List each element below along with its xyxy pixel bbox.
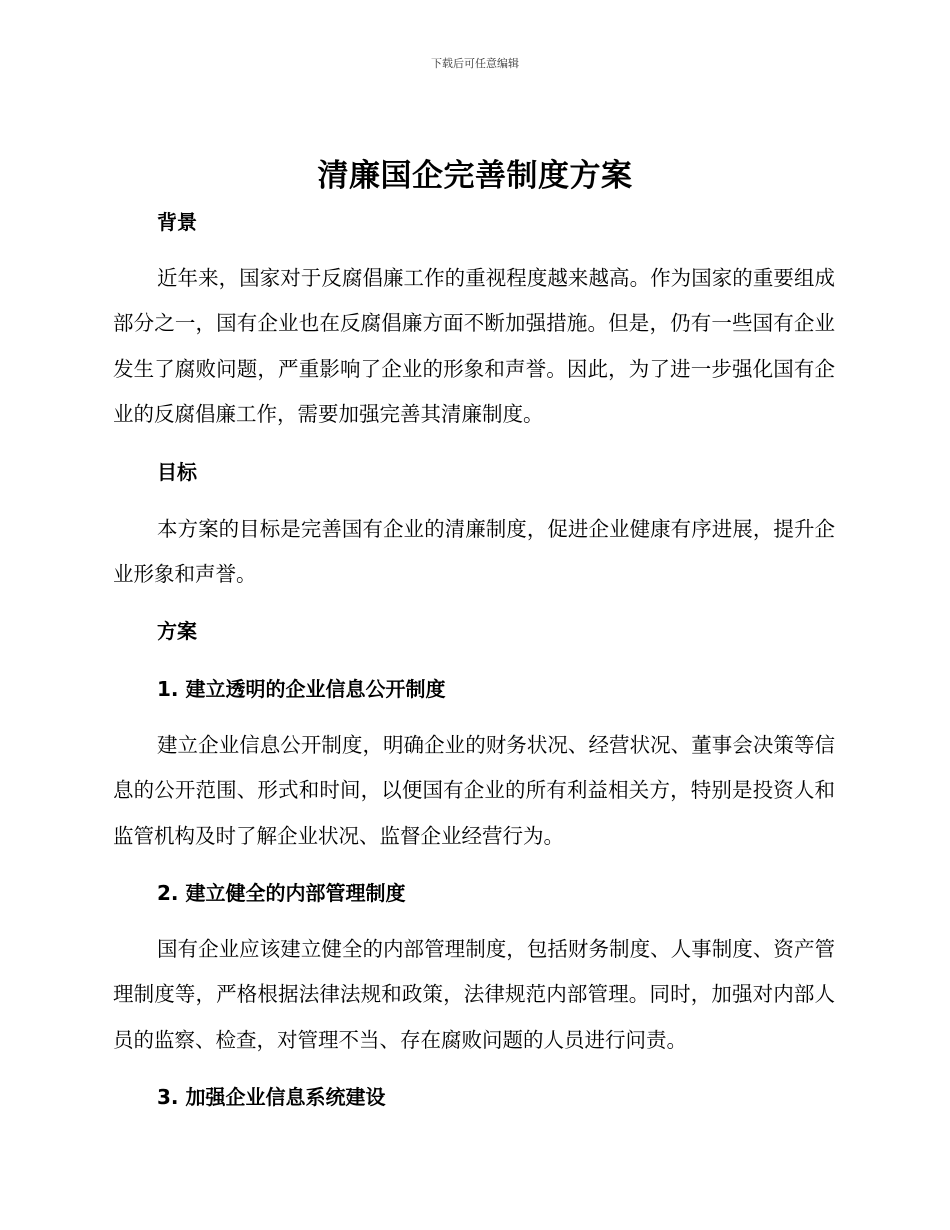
section-heading-plan: 方案 (157, 619, 197, 643)
plan-item-heading-2: 2. 建立健全的内部管理制度 (157, 881, 406, 905)
plan-item-body-2: 国有企业应该建立健全的内部管理制度，包括财务制度、人事制度、资产管理制度等，严格根据法律法规和政策，法律规范内部管理。同时，加强对内部人员的监察、检查，对管理不当、存在腐败问题的人员进行问责。 (113, 937, 835, 1052)
plan-item-heading-1: 1. 建立透明的企业信息公开制度 (157, 677, 446, 701)
page-header-note: 下载后可任意编辑 (431, 57, 519, 70)
section-body-background: 近年来，国家对于反腐倡廉工作的重视程度越来越高。作为国家的重要组成部分之一，国有企业也在反腐倡廉方面不断加强措施。但是，仍有一些国有企业发生了腐败问题，严重影响了企业的形象和声誉。因此，为了进一步强化国有企业的反腐倡廉工作，需要加强完善其清廉制度。 (113, 266, 835, 426)
section-heading-background: 背景 (157, 210, 197, 234)
document-title: 清廉国企完善制度方案 (317, 158, 633, 194)
section-heading-goal: 目标 (157, 460, 197, 484)
plan-item-heading-3: 3. 加强企业信息系统建设 (157, 1085, 386, 1109)
plan-item-body-1: 建立企业信息公开制度，明确企业的财务状况、经营状况、董事会决策等信息的公开范围、形式和时间，以便国有企业的所有利益相关方，特别是投资人和监管机构及时了解企业状况、监督企业经营行为。 (113, 733, 835, 848)
section-body-goal: 本方案的目标是完善国有企业的清廉制度，促进企业健康有序进展，提升企业形象和声誉。 (113, 517, 835, 587)
